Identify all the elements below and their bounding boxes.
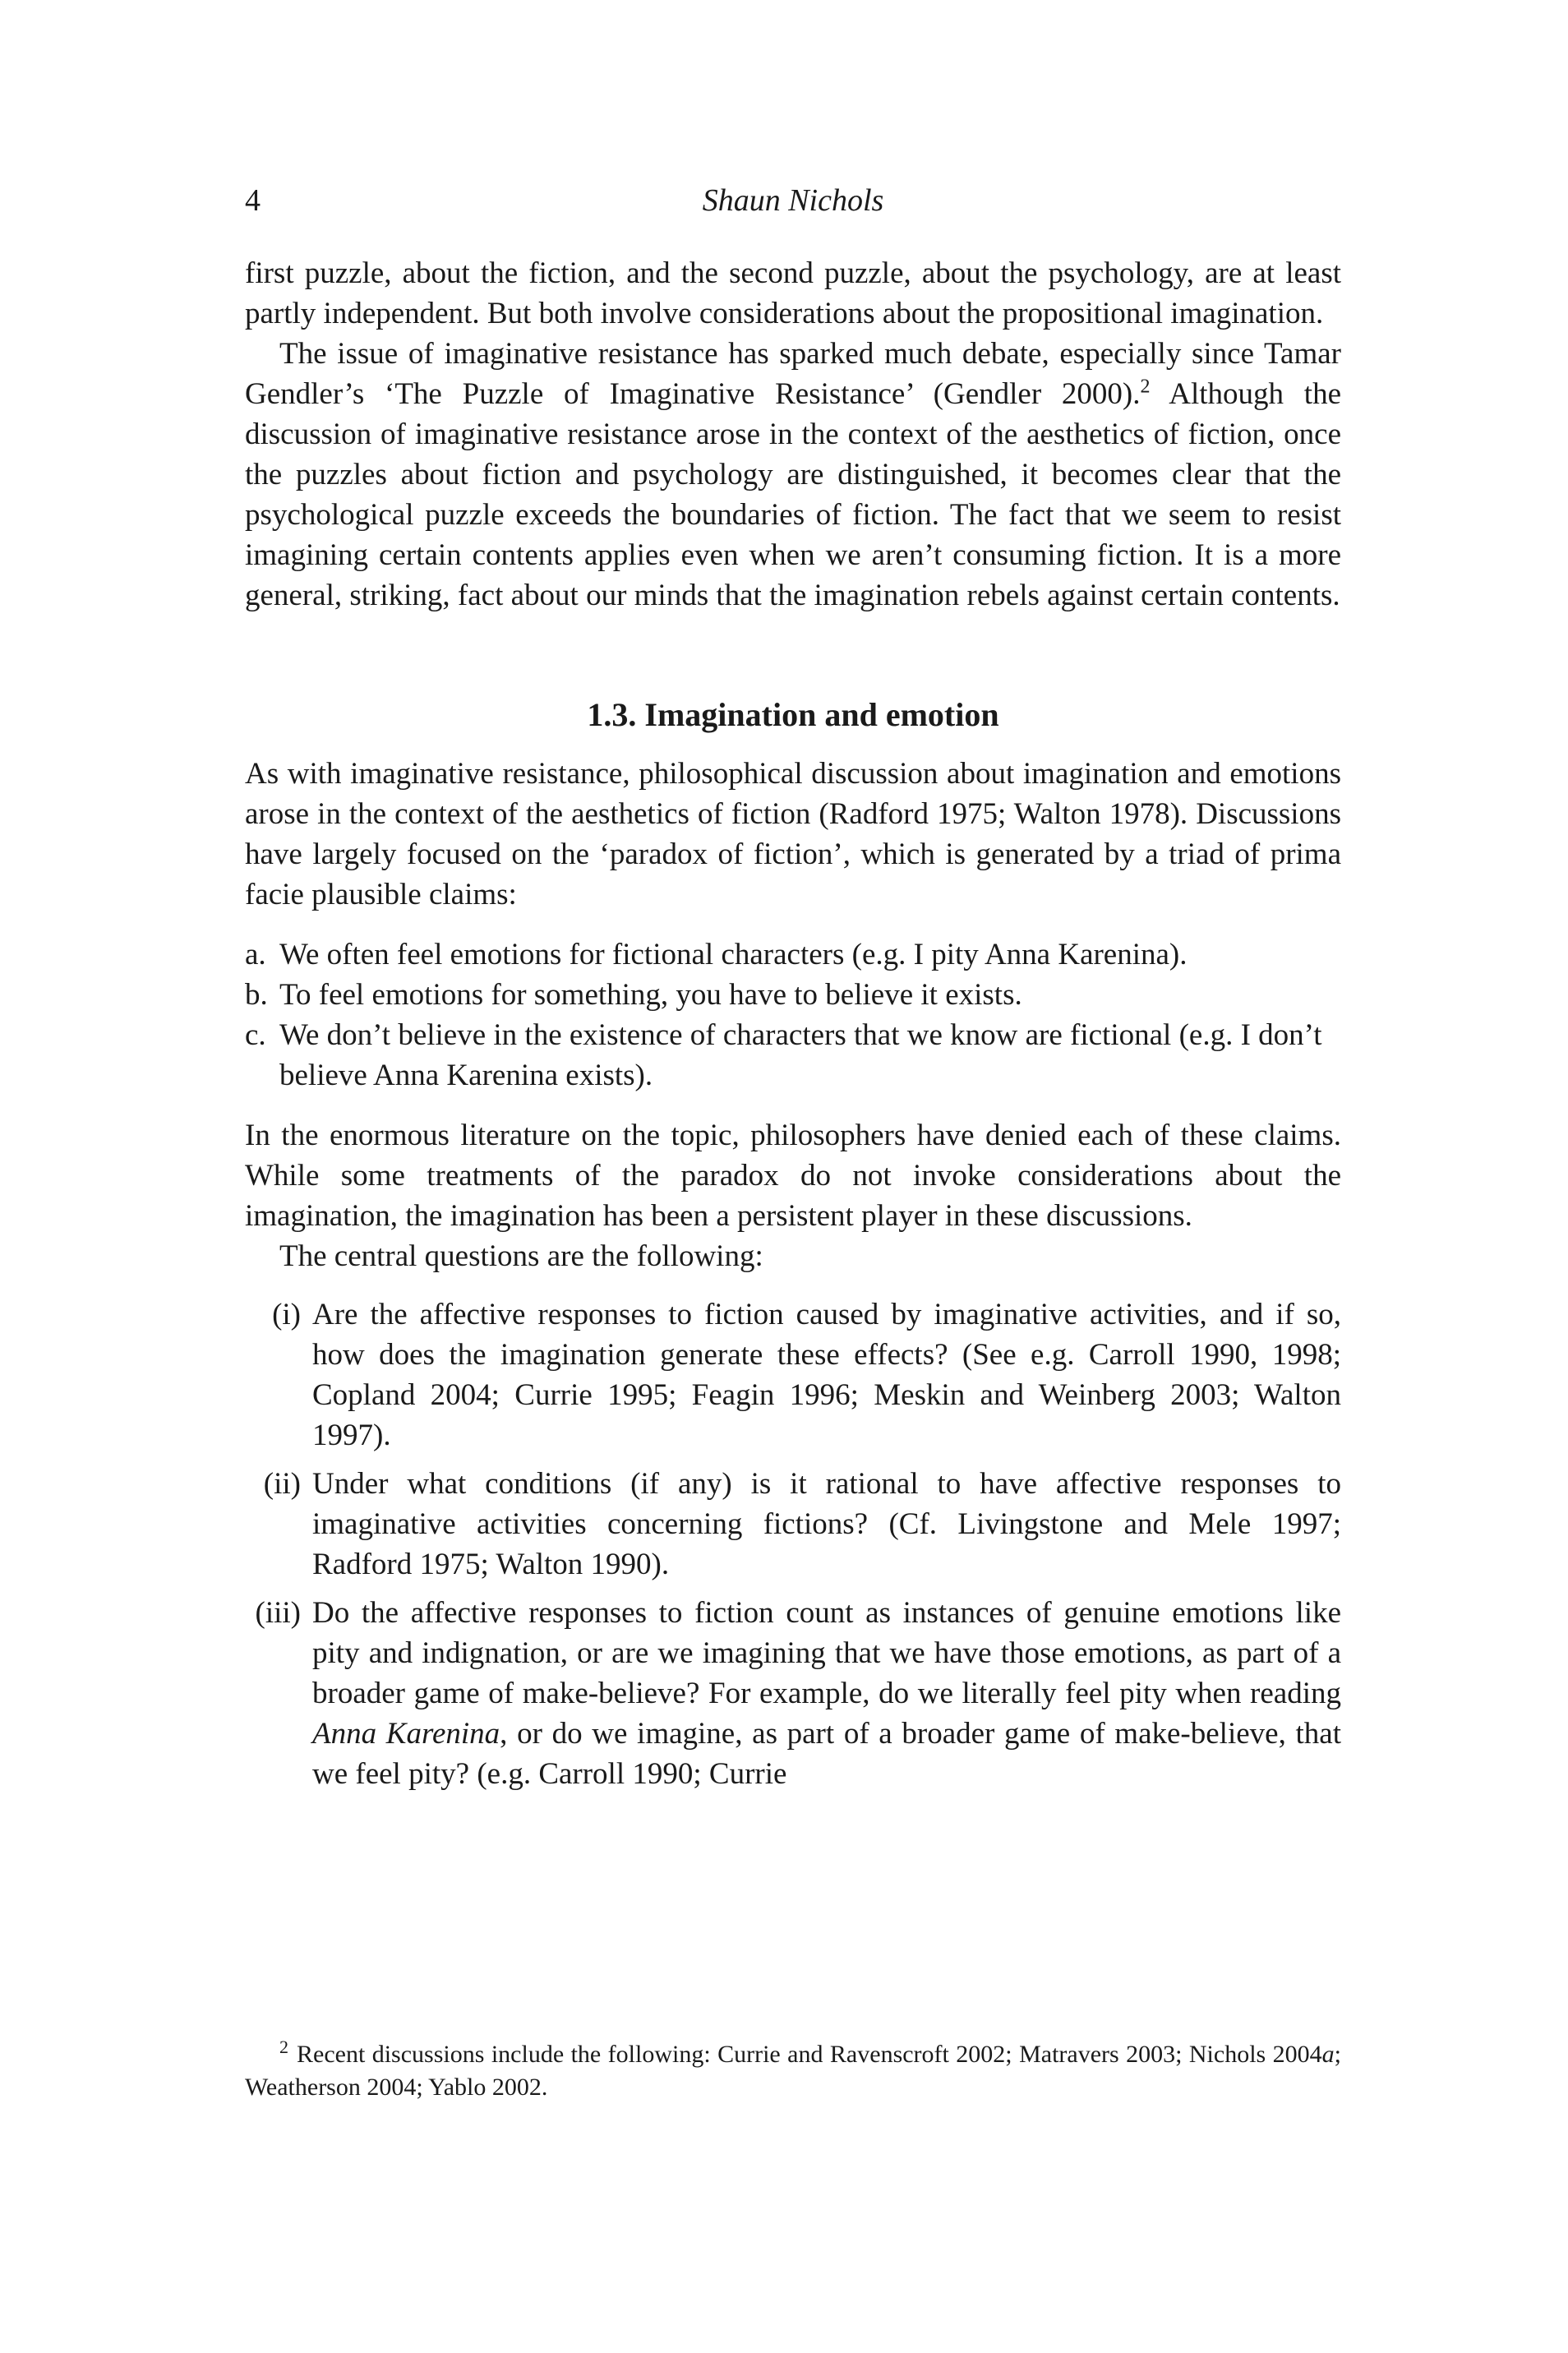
question-text-part: , or do we imagine, as part of a broader game of make-believe, that we feel pity? (e.g. Carroll 1990; Currie — [312, 1717, 1341, 1791]
paragraph-2-text: The issue of imaginative resistance has sparked much debate, especially since Tamar Gendler’s ‘The Puzzle of Imaginative Resistance’ (Gendler 2000). — [245, 337, 1341, 411]
question-text: Are the affective responses to fiction caused by imaginative activities, and if so, how does the imagination generate these effects? (See e.g. Carroll 1990, 1998; Copland 2004; Currie 1995; Feagin 1996; Meskin and Weinberg 2003; Walton 1997). — [312, 1298, 1341, 1452]
list-item — [245, 934, 1341, 975]
claim-text: We often feel emotions for fictional characters (e.g. I pity Anna Karenina). — [279, 938, 1188, 971]
claim-text: To feel emotions for something, you have to believe it exists. — [279, 978, 1022, 1012]
claim-label: a. — [245, 938, 266, 971]
paragraph-2-continued: Although the discussion of imaginative resistance arose in the context of the aesthetics of fiction, once the puzzles about fiction and psychology are distinguished, it becomes clear that the psychological puzzle exceeds the boundaries of fiction. The fact that we seem to resist imagining certain contents applies even when we aren’t consuming fiction. It is a more general, striking, fact about our minds that the imagination rebels against certain contents. — [245, 377, 1341, 612]
question-label: (i) — [272, 1298, 301, 1331]
section-heading: 1.3. Imagination and emotion — [587, 696, 999, 733]
book-title: Anna Karenina — [312, 1717, 500, 1751]
footnote — [245, 2038, 1341, 2104]
footnote-text: Recent discussions include the following: Currie and Ravenscroft 2002; Matravers 2003; Nichols 2004 — [297, 2041, 1322, 2068]
claim-text: We don’t believe in the existence of characters that we know are fictional (e.g. I don’t believe Anna Karenina exists). — [279, 1018, 1322, 1092]
paragraph-1: first puzzle, about the fiction, and the second puzzle, about the psychology, are at least partly independent. But both involve considerations about the propositional imagination. — [245, 256, 1341, 330]
questions-list — [245, 1294, 1341, 1794]
claim-label: b. — [245, 978, 268, 1012]
paragraph-3: As with imaginative resistance, philosophical discussion about imagination and emotions arose in the context of the aesthetics of fiction (Radford 1975; Walton 1978). Discussions have largely focused on the ‘paradox of fiction’, which is generated by a triad of prima facie plausible claims: — [245, 757, 1341, 911]
question-text: Under what conditions (if any) is it rational to have affective responses to imaginative activities concerning fictions? (Cf. Livingstone and Mele 1997; Radford 1975; Walton 1990). — [312, 1467, 1341, 1581]
list-item — [245, 975, 1341, 1015]
question-text-part: Do the affective responses to fiction count as instances of genuine emotions like pity and indignation, or are we imagining that we have those emotions, as part of a broader game of make-believe? For example, do we literally feel pity when reading — [312, 1596, 1341, 1710]
paragraph-4: In the enormous literature on the topic, philosophers have denied each of these claims. While some treatments of the paradox do not invoke considerations about the imagination, the imagination has been a persistent player in these discussions. — [245, 1119, 1341, 1233]
question-label: (iii) — [255, 1596, 301, 1630]
list-item — [245, 1593, 1341, 1794]
list-item — [245, 1294, 1341, 1456]
claims-list — [245, 934, 1341, 1096]
list-item — [245, 1015, 1341, 1096]
paragraph-5: The central questions are the following: — [279, 1239, 763, 1273]
question-text — [312, 1593, 1341, 1794]
claim-label: c. — [245, 1018, 266, 1052]
paragraph-2 — [245, 334, 1341, 616]
footnote-italic: a — [1321, 2041, 1335, 2068]
footnote-text-end: ; Weatherson 2004; Yablo 2002. — [245, 2041, 1341, 2101]
page-number: 4 — [245, 183, 261, 218]
main-text — [245, 253, 1341, 1802]
footnote-mark: 2 — [279, 2037, 288, 2057]
footnote-reference: 2 — [1140, 376, 1151, 398]
page-header — [245, 182, 1341, 224]
running-head: Shaun Nichols — [702, 183, 884, 218]
list-item — [245, 1464, 1341, 1585]
question-label: (ii) — [263, 1467, 301, 1501]
